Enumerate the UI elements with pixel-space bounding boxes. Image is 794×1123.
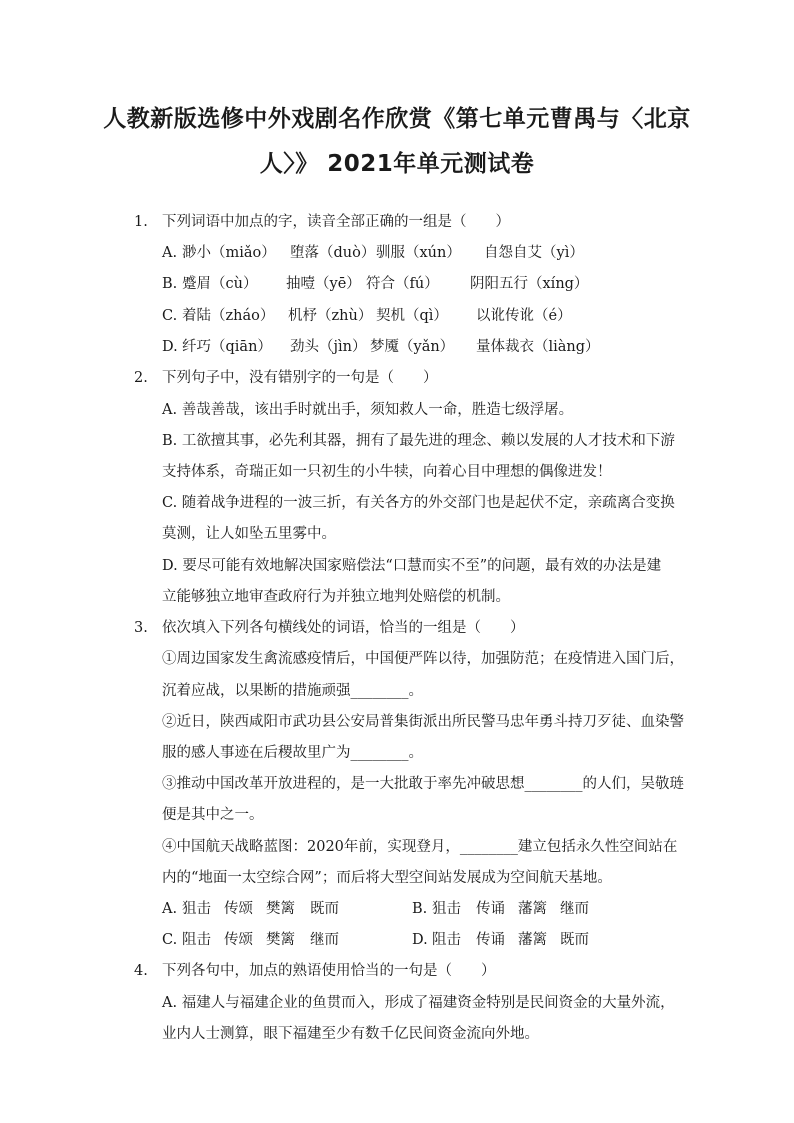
question-text-line: ①周边国家发生禽流感疫情后，中国便严阵以待，加强防范；在疫情进入国门后，: [162, 651, 684, 667]
question-number: 1.: [134, 214, 148, 230]
option-item: 自怨自艾（yì）: [484, 245, 584, 261]
option-item: 阻击: [182, 932, 211, 948]
option-item: 樊篱: [266, 932, 295, 948]
option-item: 堕落（duò）: [290, 245, 376, 261]
option-item: 契机（qì）: [376, 308, 448, 324]
option-item: 传颂: [224, 932, 253, 948]
option-item: 梦魇（yǎn）: [370, 339, 455, 355]
question-text-line: ②近日，陕西咸阳市武功县公安局普集街派出所民警马忠年勇斗持刀歹徒、血染警: [162, 714, 684, 730]
option-item: 以讹传讹（é）: [476, 308, 572, 324]
option-label: B.: [412, 901, 428, 917]
question-text-line: ③推动中国改革开放进程的，是一大批敢于率先冲破思想________的人们，吴敬琏: [162, 776, 684, 792]
question-text-line: D. 要尽可能有效地解决国家赔偿法“口慧而实不至”的问题，最有效的办法是建: [162, 558, 662, 574]
option-label: B.: [162, 276, 178, 292]
option-item: 樊篱: [266, 901, 295, 917]
option-item: 既而: [310, 901, 339, 917]
option-label: A.: [162, 901, 178, 917]
question-text-line: 业内人士测算，眼下福建至少有数千亿民间资金流向外地。: [162, 1026, 539, 1042]
option-item: 量体裁衣（liàng）: [476, 339, 600, 355]
question-text-line: 支持体系，奇瑞正如一只初生的小牛犊，向着心目中理想的偶像进发！: [162, 464, 612, 480]
question-stem: 下列句子中，没有错别字的一句是（ ）: [162, 370, 438, 386]
option-item: 蹙眉（cù）: [182, 276, 258, 292]
option-item: 继而: [560, 901, 589, 917]
option-item: 驯服（xún）: [376, 245, 461, 261]
option-item: 阴阳五行（xíng）: [470, 276, 589, 292]
question-text-line: A. 福建人与福建企业的鱼贯而入，形成了福建资金特别是民间资金的大量外流，: [162, 995, 675, 1011]
question-text-line: 服的感人事迹在后稷故里广为________。: [162, 745, 423, 761]
question-number: 2.: [134, 370, 148, 386]
option-label: A.: [162, 245, 178, 261]
question-text-line: 莫测，让人如坠五里雾中。: [162, 526, 336, 542]
option-item: 抽噎（yē）: [286, 276, 361, 292]
option-item: 继而: [310, 932, 339, 948]
option-item: 机杼（zhù）: [288, 308, 373, 324]
option-label: D.: [162, 339, 178, 355]
option-item: 劲头（jìn）: [290, 339, 367, 355]
question-text-line: ④中国航天战略蓝图：2020年前，实现登月，________建立包括永久性空间站在: [162, 839, 678, 855]
option-label: D.: [412, 932, 428, 948]
option-item: 符合（fú）: [366, 276, 439, 292]
option-label: C.: [162, 932, 178, 948]
option-item: 藩篱: [518, 901, 547, 917]
option-item: 藩篱: [518, 932, 547, 948]
question-stem: 下列各句中，加点的熟语使用恰当的一句是（ ）: [162, 963, 496, 979]
question-text-line: B. 工欲擅其事，必先利其器，拥有了最先进的理念、赖以发展的人才技术和下游: [162, 433, 675, 449]
question-text-line: 内的“地面一太空综合网”；而后将大型空间站发展成为空间航天基地。: [162, 870, 612, 886]
option-item: 狙击: [432, 901, 461, 917]
question-number: 4.: [134, 963, 148, 979]
question-text-line: A. 善哉善哉，该出手时就出手，须知救人一命，胜造七级浮屠。: [162, 402, 574, 418]
option-item: 着陆（zháo）: [182, 308, 275, 324]
option-item: 阻击: [432, 932, 461, 948]
exam-title-line-1: 人教新版选修中外戏剧名作欣赏《第七单元曹禺与〈北京: [103, 106, 691, 132]
option-item: 既而: [560, 932, 589, 948]
option-item: 渺小（miǎo）: [182, 245, 276, 261]
question-text-line: C. 随着战争进程的一波三折，有关各方的外交部门也是起伏不定，亲疏离合变换: [162, 495, 675, 511]
option-label: C.: [162, 308, 178, 324]
option-item: 传诵: [476, 901, 505, 917]
option-item: 传颂: [224, 901, 253, 917]
question-stem: 依次填入下列各句横线处的词语，恰当的一组是（ ）: [162, 620, 525, 636]
question-text-line: 立能够独立地审查政府行为并独立地判处赔偿的机制。: [162, 589, 510, 605]
exam-title-line-2: 人〉》 2021年单元测试卷: [259, 151, 535, 177]
option-item: 狙击: [182, 901, 211, 917]
option-item: 纤巧（qiān）: [182, 339, 272, 355]
question-text-line: 沉着应战，以果断的措施顽强________。: [162, 683, 423, 699]
question-stem: 下列词语中加点的字，读音全部正确的一组是（ ）: [162, 214, 510, 230]
question-text-line: 便是其中之一。: [162, 807, 264, 823]
option-item: 传诵: [476, 932, 505, 948]
question-number: 3.: [134, 620, 148, 636]
